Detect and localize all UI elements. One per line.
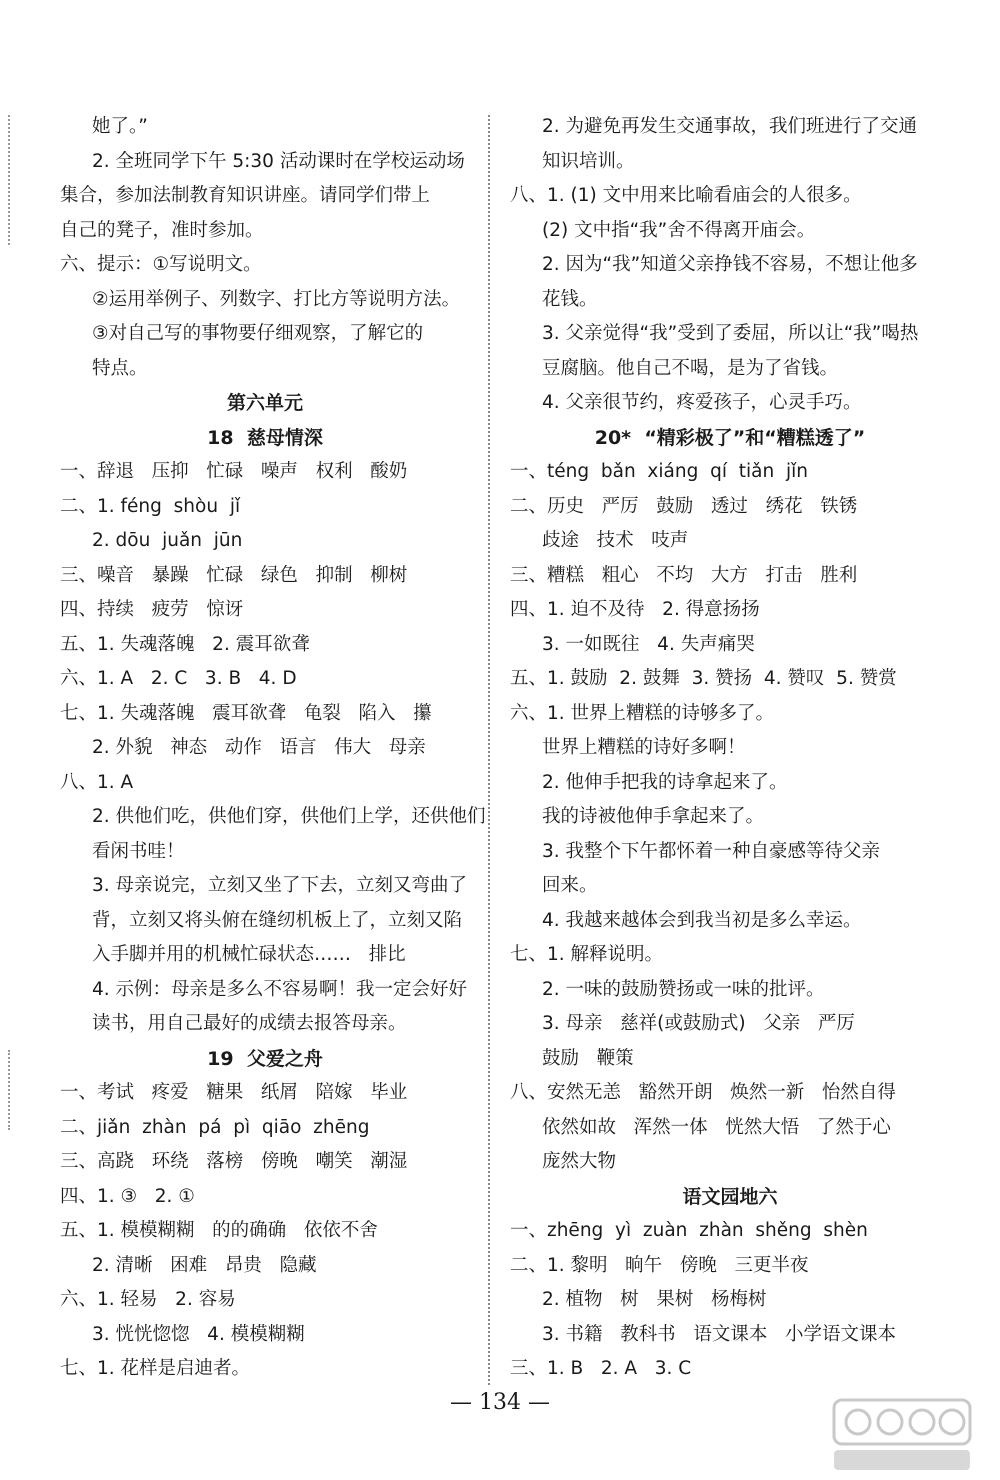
right-answer-line: 庞然大物 [542,1151,617,1172]
left-answer-line: 八、1. A [60,771,134,793]
left-answer-line: 三、高跷 环绕 落榜 傍晚 嘲笑 潮湿 [60,1151,408,1172]
right-answer-line: 4. 父亲很节约，疼爱孩子，心灵手巧。 [542,392,862,413]
right-answer-line: 2. 植物 树 果树 杨梅树 [542,1289,767,1310]
right-answer-line: 六、1. 世界上糟糕的诗够多了。 [510,702,775,724]
left-answer-line: 3. 母亲说完，立刻又坐了下去，立刻又弯曲了 [92,875,468,896]
left-answer-line: 六、提示：①写说明文。 [60,254,262,275]
right-answer-line: 3. 书籍 教科书 语文课本 小学语文课本 [542,1323,896,1345]
left-answer-line: 读书，用自己最好的成绩去报答母亲。 [92,1013,407,1034]
left-answer-line: 二、jiǎn zhàn pá pì qiāo zhēng [60,1116,370,1138]
left-edge-dots-top [8,115,10,245]
left-answer-line: 一、考试 疼爱 糖果 纸屑 陪嫁 毕业 [60,1082,408,1103]
right-answer-line: 一、téng bǎn xiáng qí tiǎn jǐn [510,461,808,482]
left-answer-line: 一、辞退 压抑 忙碌 噪声 权利 酸奶 [60,461,408,482]
right-column [510,110,950,1387]
right-answer-line: 2. 他伸手把我的诗拿起来了。 [542,771,788,793]
right-answer-line: 豆腐脑。他自己不喝，是为了省钱。 [542,357,839,379]
right-answer-line: 五、1. 鼓励 2. 鼓舞 3. 赞扬 4. 赞叹 5. 赞赏 [510,668,897,689]
right-section-title: 语文园地六 [682,1185,778,1208]
left-column [60,110,486,1387]
left-answer-line: 二、1. féng shòu jǐ [60,495,241,517]
left-answer-line: 4. 示例：母亲是多么不容易啊！我一定会好好 [92,978,468,1000]
left-answer-line: 七、1. 失魂落魄 震耳欲聋 龟裂 陷入 攥 [60,702,432,724]
left-answer-line: 五、1. 模模糊糊 的的确确 依依不舍 [60,1220,378,1241]
left-answer-line: 2. 全班同学下午 5:30 活动课时在学校运动场 [92,150,465,172]
left-answer-line: 自己的凳子，准时参加。 [60,219,264,241]
left-answer-line: 三、噪音 暴躁 忙碌 绿色 抑制 柳树 [60,564,408,586]
right-answer-line: 花钱。 [542,288,598,310]
left-answer-line: 六、1. A 2. C 3. B 4. D [60,668,297,689]
left-answer-line: ③对自己写的事物要仔细观察，了解它的 [92,323,424,344]
right-answer-line: 二、1. 黎明 晌午 傍晚 三更半夜 [510,1254,809,1276]
left-answer-line: 四、持续 疲劳 惊讶 [60,599,244,620]
left-answer-line: 七、1. 花样是启迪者。 [60,1358,251,1379]
right-answer-line: 三、糟糕 粗心 不均 大方 打击 胜利 [510,564,858,586]
watermark-logo-icon [828,1396,978,1476]
left-answer-line: 四、1. ③ 2. ① [60,1185,195,1207]
right-answer-line: 知识培训。 [542,150,635,172]
right-answer-line: 3. 母亲 慈祥(或鼓励式) 父亲 严厉 [542,1013,855,1034]
left-answer-line: 背，立刻又将头俯在缝纫机板上了，立刻又陷 [92,909,463,931]
right-answer-line: 依然如故 浑然一体 恍然大悟 了然于心 [542,1116,891,1138]
right-answer-line: 歧途 技术 吱声 [542,530,689,551]
left-answer-line: ②运用举例子、列数字、打比方等说明方法。 [92,288,461,310]
right-answer-line: 二、历史 严厉 鼓励 透过 绣花 铁锈 [510,495,858,517]
right-answer-line: (2) 文中指“我”舍不得离开庙会。 [542,219,816,241]
right-answer-line: 一、zhēng yì zuàn zhàn shěng shèn [510,1220,868,1241]
right-answer-line: 三、1. B 2. A 3. C [510,1358,692,1379]
left-answer-line: 2. dōu juǎn jūn [92,530,243,551]
left-answer-line: 特点。 [92,357,148,379]
right-answer-line: 我的诗被他伸手拿起来了。 [542,806,765,827]
right-answer-line: 四、1. 迫不及待 2. 得意扬扬 [510,599,760,620]
left-answer-line: 五、1. 失魂落魄 2. 震耳欲聋 [60,633,310,655]
right-section-title: 20* “精彩极了”和“糟糕透了” [594,426,866,449]
page-number: — 134 — [450,1390,550,1415]
right-answer-line: 2. 一味的鼓励赞扬或一味的批评。 [542,978,825,1000]
left-section-title: 18 慈母情深 [207,426,323,449]
left-answer-line: 2. 外貌 神态 动作 语言 伟大 母亲 [92,737,426,758]
left-edge-dots-bottom [8,1050,10,1130]
left-answer-line: 六、1. 轻易 2. 容易 [60,1289,236,1310]
right-answer-line: 回来。 [542,875,598,896]
right-answer-line: 世界上糟糕的诗好多啊！ [542,737,746,758]
column-divider [488,115,490,1385]
left-answer-line: 入手脚并用的机械忙碌状态…… 排比 [92,944,406,965]
left-answer-line: 集合，参加法制教育知识讲座。请同学们带上 [60,185,431,206]
right-answer-line: 3. 一如既往 4. 失声痛哭 [542,633,755,655]
right-answer-line: 八、1. (1) 文中用来比喻看庙会的人很多。 [510,185,862,206]
right-answer-line: 2. 因为“我”知道父亲挣钱不容易，不想让他多 [542,254,918,275]
right-answer-line: 3. 我整个下午都怀着一种自豪感等待父亲 [542,840,881,862]
left-answer-line: 她了。” [92,116,148,137]
left-answer-line: 看闲书哇！ [92,840,185,862]
right-answer-line: 3. 父亲觉得“我”受到了委屈，所以让“我”喝热 [542,323,919,344]
left-answer-line: 3. 恍恍惚惚 4. 模模糊糊 [92,1323,305,1345]
left-answer-line: 2. 清晰 困难 昂贵 隐藏 [92,1254,317,1276]
right-answer-line: 4. 我越来越体会到我当初是多么幸运。 [542,909,862,931]
left-section-title: 19 父爱之舟 [207,1047,323,1070]
right-answer-line: 七、1. 解释说明。 [510,944,664,965]
left-answer-line: 2. 供他们吃，供他们穿，供他们上学，还供他们 [92,806,486,827]
right-answer-line: 八、安然无恙 豁然开朗 焕然一新 怡然自得 [510,1082,896,1103]
right-answer-line: 2. 为避免再发生交通事故，我们班进行了交通 [542,116,918,137]
left-section-title: 第六单元 [226,392,303,414]
right-answer-line: 鼓励 鞭策 [542,1047,634,1069]
